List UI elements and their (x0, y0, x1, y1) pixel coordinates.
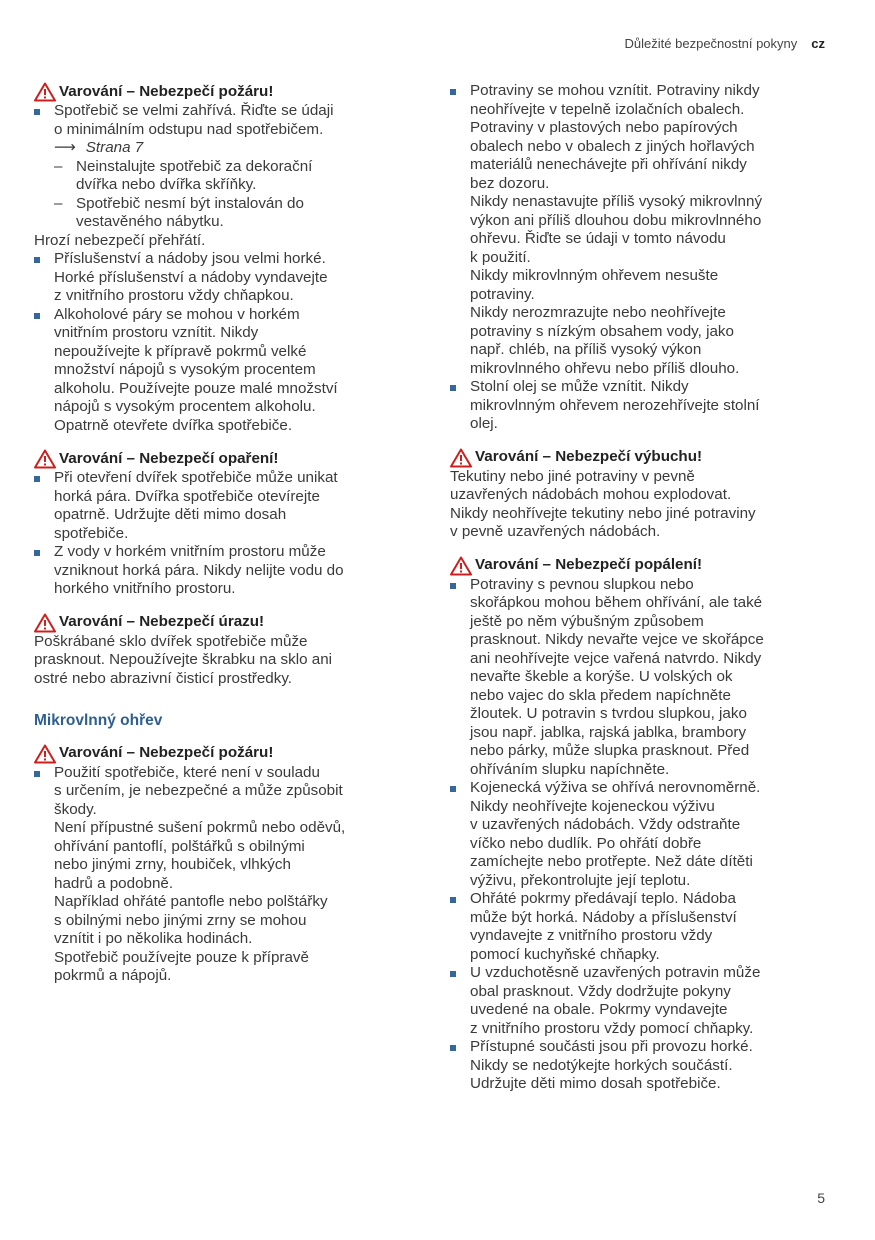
right-column (450, 82, 830, 1108)
warning-triangle-icon (34, 449, 56, 469)
list-item: Ohřáté pokrmy předávají teplo. Nádoba může být horká. Nádoby a příslušenství vyndavejte z vnitřního prostoru vždy pomocí kuchyňské chňapky. (450, 890, 830, 964)
paragraph-line: v pevně uzavřených nádobách. (450, 523, 661, 540)
warning-scald-block (34, 449, 412, 599)
page-header (625, 36, 825, 51)
warning-triangle-icon (34, 82, 56, 102)
bullet-icon (450, 1045, 456, 1051)
list-item: Kojenecká výživa se ohřívá nerovnoměrně. Nikdy neohřívejte kojeneckou výživu v uzavřených nádobách. Vždy odstraňte víčko nebo dudlík. Po ohřátí dobře zamíchejte nebo protřepte. Než dáte dítěti výživu, překontrolujte její teplotu. (450, 779, 830, 890)
paragraph-line: prasknout. Nepoužívejte škrabku na sklo ani (34, 651, 333, 668)
warning-title: Varování – Nebezpečí požáru! (34, 82, 412, 102)
warning-fire-block (34, 82, 412, 435)
bullet-icon (450, 786, 456, 792)
warning-title: Varování – Nebezpečí výbuchu! (450, 448, 830, 468)
paragraph-line: Poškrábané sklo dvířek spotřebiče může (34, 632, 308, 650)
list-item: U vzduchotěsně uzavřených potravin může obal prasknout. Vždy dodržujte pokyny uvedené na obale. Pokrmy vyndavejte z vnitřního prostoru vždy pomocí chňapky. (450, 964, 830, 1038)
bullet-icon (34, 550, 40, 556)
warning-triangle-icon (34, 744, 56, 764)
left-column (34, 82, 412, 1000)
paragraph-line: ostré nebo abrazivní čisticí prostředky. (34, 669, 293, 687)
list-item: Z vody v horkém vnitřním prostoru může vzniknout horká pára. Nikdy nelijte vodu do horkého vnitřního prostoru. (34, 543, 412, 599)
warning-fire-continued-block (450, 82, 830, 434)
warning-burn-block (450, 556, 830, 1094)
list-item: Při otevření dvířek spotřebiče může unikat horká pára. Dvířka spotřebiče otevírejte opatrně. Udržujte děti mimo dosah spotřebiče. (34, 469, 412, 543)
page-reference-link[interactable]: Strana 7 (85, 139, 144, 156)
list-item: Stolní olej se může vznítit. Nikdy mikrovlnným ohřevem nerozehřívejte stolní olej. (450, 378, 830, 434)
bullet-icon (34, 257, 40, 263)
dash-marker: – (54, 194, 63, 212)
dash-marker: – (54, 157, 63, 175)
arrow-icon: ⟶ (54, 139, 76, 156)
bullet-icon (450, 89, 456, 95)
warning-injury-block (34, 613, 412, 689)
bullet-icon (450, 583, 456, 589)
language-code: cz (811, 36, 825, 51)
page-reference (34, 139, 412, 158)
bullet-icon (450, 897, 456, 903)
bullet-icon (450, 385, 456, 391)
bullet-icon (34, 313, 40, 319)
sub-list-item: – Spotřebič nesmí být instalován do vestavěného nábytku. (54, 194, 304, 230)
sub-list-item: – Neinstalujte spotřebič za dekorační dvířka nebo dvířka skříňky. (54, 157, 313, 193)
warning-title: Varování – Nebezpečí popálení! (450, 556, 830, 576)
list-item: Přístupné součásti jsou při provozu horké. Nikdy se nedotýkejte horkých součástí. Udržujte děti mimo dosah spotřebiče. (450, 1038, 830, 1094)
paragraph-line: Tekutiny nebo jiné potraviny v pevně (450, 467, 695, 485)
warning-explosion-block (450, 448, 830, 542)
warning-triangle-icon (450, 448, 472, 468)
section-heading: Mikrovlnný ohřev (34, 712, 163, 729)
list-item: Potraviny s pevnou slupkou nebo skořápkou mohou během ohřívání, ale také ještě po něm výbušným způsobem prasknout. Nikdy nevařte vejce ve skořápce ani neohřívejte vejce vařená natvrdo. Nikdy nevařte škeble a korýše. U volských ok nebo vajec do skla předem napíchněte žloutek. U potravin s tvrdou slupkou, jako jsou např. jablka, rajská jablka, brambory nebo párky, může slupka prasknout. Před ohříváním slupku napíchněte. (450, 576, 830, 780)
warning-title: Varování – Nebezpečí úrazu! (34, 613, 412, 633)
warning-title: Varování – Nebezpečí opaření! (34, 449, 412, 469)
bullet-icon (34, 109, 40, 115)
paragraph: Hrozí nebezpečí přehřátí. (34, 231, 206, 249)
list-item: Alkoholové páry se mohou v horkém vnitřním prostoru vznítit. Nikdy nepoužívejte k přípravě pokrmů velké množství nápojů s vysokým procentem alkoholu. Používejte pouze malé množství nápojů s vysokým procentem alkoholu. Opatrně otevřete dvířka spotřebiče. (34, 306, 412, 436)
warning-triangle-icon (450, 556, 472, 576)
list-item: Spotřebič se velmi zahřívá. Řiďte se údaji o minimálním odstupu nad spotřebičem. (34, 102, 412, 139)
paragraph-line: uzavřených nádobách mohou explodovat. (450, 486, 732, 503)
bullet-icon (34, 771, 40, 777)
list-item: Použití spotřebiče, které není v souladu s určením, je nebezpečné a může způsobit škody. Není přípustné sušení pokrmů nebo oděvů, ohřívání pantoflí, polštářků s obilnými nebo jinými zrny, houbiček, vlhkých hadrů a podobně. Například ohřáté pantofle nebo polštářky s obilnými nebo jinými zrny se mohou vznítit i po několika hodinách. Spotřebič používejte pouze k přípravě pokrmů a nápojů. (34, 764, 412, 986)
bullet-icon (450, 971, 456, 977)
list-item: Příslušenství a nádoby jsou velmi horké. Horké příslušenství a nádoby vyndavejte z vnitřního prostoru vždy chňapkou. (34, 250, 412, 306)
page-number: 5 (817, 1190, 825, 1206)
header-title: Důležité bezpečnostní pokyny (624, 36, 798, 51)
list-item: Potraviny se mohou vznítit. Potraviny nikdy neohřívejte v tepelně izolačních obalech. Potraviny v plastových nebo papírových obalech nebo v obalech z jiných hořlavých materiálů nenechávejte při ohřívání nikdy bez dozoru. Nikdy nenastavujte příliš vysoký mikrovlnný výkon ani příliš dlouhou dobu mikrovlnného ohřevu. Řiďte se údaji v tomto návodu k použití. Nikdy mikrovlnným ohřevem nesušte potraviny. Nikdy nerozmrazujte nebo neohřívejte potraviny s nízkým obsahem vody, jako např. chléb, na příliš vysoký výkon mikrovlnného ohřevu nebo příliš dlouho. (450, 82, 830, 378)
bullet-icon (34, 476, 40, 482)
warning-fire-microwave-block (34, 744, 412, 986)
warning-title: Varování – Nebezpečí požáru! (34, 744, 412, 764)
warning-triangle-icon (34, 613, 56, 633)
paragraph-line: Nikdy neohřívejte tekutiny nebo jiné potraviny (450, 504, 756, 522)
